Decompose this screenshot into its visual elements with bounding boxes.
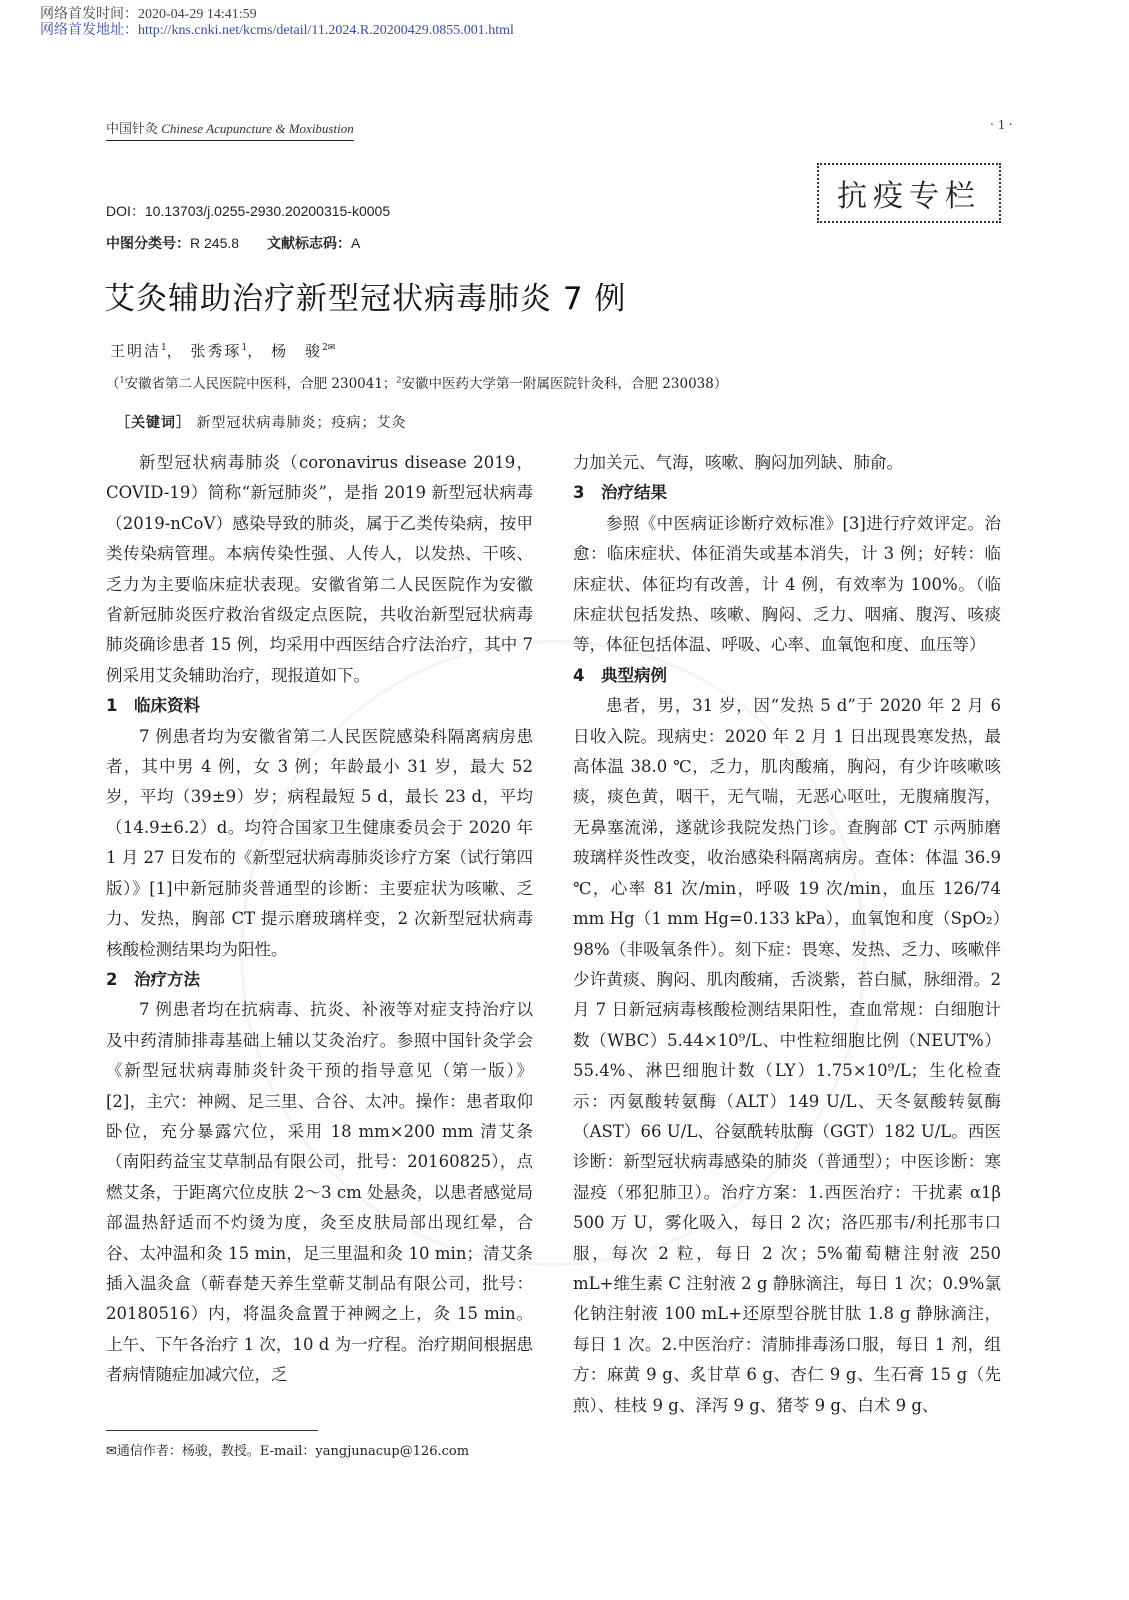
section-4-body: 患者，男，31 岁，因“发热 5 d”于 2020 年 2 月 6 日收入院。现病史：2020 年 2 月 1 日出现畏寒发热，最高体温 38.0 ℃，乏力，肌肉酸痛，胸闷，有少许咳嗽咳痰，痰色黄，咽干，无气喘，无恶心呕吐，无腹痛腹泻，无鼻塞流涕，遂就诊我院发热门诊。查胸部 CT 示两肺磨玻璃样炎性改变，收治感染科隔离病房。查体：体温 36.9 ℃，心率 81 次/min，呼吸 19 次/min，血压 126/74 mm Hg（1 mm Hg=0.133 kPa），血氧饱和度（SpO₂）98%（非吸氧条件）。刻下症：畏寒、发热、乏力、咳嗽伴少许黄痰、胸闷、肌肉酸痛，舌淡紫，苔白腻，脉细滑。2 月 7 日新冠病毒核酸检测结果阳性，查血常规：白细胞计数（WBC）5.44×10⁹/L、中性粒细胞比例（NEUT%）55.4%、淋巴细胞计数（LY）1.75×10⁹/L；生化检查示：丙氨酸转氨酶（ALT）149 U/L、天冬氨酸转氨酶（AST）66 U/L、谷氨酰转肽酶（GGT）182 U/L。西医诊断：新型冠状病毒感染的肺炎（普通型）；中医诊断：寒湿疫（邪犯肺卫）。治疗方案：1.西医治疗：干扰素 α1β 500 万 U，雾化吸入，每日 2 次；洛匹那韦/利托那韦口服，每次 2 粒，每日 2 次；5%葡萄糖注射液 250 mL+维生素 C 注射液 2 g 静脉滴注，每日 1 次；0.9%氯化钠注射液 100 mL+还原型谷胱甘肽 1.8 g 静脉滴注，每日 1 次。2.中医治疗：清肺排毒汤口服，每日 1 剂，组方：麻黄 9 g、炙甘草 6 g、杏仁 9 g、生石膏 15 g（先煎）、桂枝 9 g、泽泻 9 g、猪苓 9 g、白术 9 g、: [573, 696, 1001, 1415]
affiliations: [106, 372, 727, 392]
section-heading-1: [106, 691, 533, 721]
article-title: 艾灸辅助治疗新型冠状病毒肺炎 7 例: [104, 281, 627, 317]
section-number: 1: [106, 696, 118, 716]
footnote-divider: [106, 1430, 318, 1431]
journal-name-en: Chinese Acupuncture & Moxibustion: [161, 121, 354, 136]
section-heading-4: [573, 661, 1001, 691]
section-number: 2: [106, 969, 118, 989]
author-affil-mark: 1: [241, 343, 248, 353]
left-column: [106, 448, 533, 1391]
column-badge: 抗疫专栏: [817, 163, 1001, 223]
section-title: 治疗结果: [601, 483, 667, 503]
online-publish-time: 网络首发时间：2020-04-29 14:41:59: [40, 7, 257, 22]
doi-line: DOI：10.13703/j.0255-2930.20200315-k0005: [106, 203, 391, 219]
affil-open: （: [106, 376, 120, 392]
section-heading-2: [106, 965, 533, 995]
section-heading-3: [573, 478, 1001, 508]
corresponding-author-footnote: ✉通信作者：杨骏，教授。E-mail：yangjunacup@126.com: [106, 1444, 470, 1459]
author-affil-mark: 1: [161, 343, 167, 353]
online-publish-url[interactable]: 网络首发地址：http://kns.cnki.net/kcms/detail/11.2024.R.20200429.0855.001.html: [40, 23, 514, 38]
section-3-body: 参照《中医病证诊断疗效标准》[3]进行疗效评定。治愈：临床症状、体征消失或基本消失，计 3 例；好转：临床症状、体征均有改善，计 4 例，有效率为 100%。（临床症状包括发热、咳嗽、胸闷、乏力、咽痛、腹泻、咳痰等，体征包括体温、呼吸、心率、血氧饱和度、血压等）: [573, 513, 1001, 655]
journal-name-cn: 中国针灸: [106, 121, 159, 136]
author-affil-mark: 2✉: [322, 343, 336, 353]
right-column: [573, 448, 1001, 1421]
section-2-body: 7 例患者均在抗病毒、抗炎、补液等对症支持治疗以及中药清肺排毒基础上辅以艾灸治疗。参照中国针灸学会《新型冠状病毒肺炎针灸干预的指导意见（第一版）》[2]，主穴：神阙、足三里、合谷、太冲。操作：患者取仰卧位，充分暴露穴位，采用 18 mm×200 mm 清艾条（南阳药益宝艾草制品有限公司，批号：20160825），点燃艾条，于距离穴位皮肤 2～3 cm 处悬灸，以患者感觉局部温热舒适而不灼烫为度，灸至皮肤局部出现红晕，合谷、太冲温和灸 15 min，足三里温和灸 10 min；清艾条插入温灸盒（蕲春楚天养生堂蕲艾制品有限公司，批号：20180516）内，将温灸盒置于神阙之上，灸 15 min。上午、下午各治疗 1 次，10 d 为一疗程。治疗期间根据患者病情随症加减穴位，乏: [106, 1000, 533, 1385]
doc-label: 文献标志码：: [267, 235, 352, 251]
section-title: 典型病例: [601, 665, 667, 685]
doc-value: A: [351, 235, 361, 251]
section-number: 3: [573, 483, 585, 503]
author-list: 王明洁$^1$， 张秀琢$^1$， 杨 骏$^{2✉}$: [110, 342, 336, 360]
keywords-text: 新型冠状病毒肺炎；疫病；艾灸: [196, 415, 407, 431]
continued-paragraph: 力加关元、气海，咳嗽、胸闷加列缺、肺俞。: [573, 453, 903, 472]
keywords-label: ［关键词］: [116, 415, 191, 431]
running-head: [106, 118, 354, 141]
section-1-body: 7 例患者均为安徽省第二人民医院感染科隔离病房患者，其中男 4 例，女 3 例；年龄最小 31 岁，最大 52 岁，平均（39±9）岁；病程最短 5 d，最长 23 d，平均（14.9±6.2）d。均符合国家卫生健康委员会于 2020 年 1 月 27 日发布的《新型冠状病毒肺炎诊疗方案（试行第四版）》[1]中新冠肺炎普通型的诊断：主要症状为咳嗽、乏力、发热，胸部 CT 提示磨玻璃样变，2 次新型冠状病毒核酸检测结果均为阳性。: [106, 726, 533, 959]
affil-text: 安徽省第二人民医院中医科，合肥 230041；: [124, 376, 397, 392]
affil-text: 安徽中医药大学第一附属医院针灸科，合肥 230038）: [401, 376, 728, 392]
author-name: 杨 骏: [271, 342, 323, 360]
author-name: 张秀琢: [190, 342, 242, 360]
keywords: [116, 412, 406, 432]
affil-mark: 2: [396, 375, 402, 385]
intro-paragraph: 新型冠状病毒肺炎（coronavirus disease 2019，COVID-19）简称“新冠肺炎”，是指 2019 新型冠状病毒（2019-nCoV）感染导致的肺炎，属于乙类传染病，按甲类传染病管理。本病传染性强、人传人，以发热、干咳、乏力为主要临床症状表现。安徽省第二人民医院作为安徽省新冠肺炎医疗救治省级定点医院，共收治新型冠状病毒肺炎确诊患者 15 例，均采用中西医结合疗法治疗，其中 7 例采用艾灸辅助治疗，现报道如下。: [106, 453, 533, 685]
page-number: · 1 ·: [989, 118, 1013, 133]
class-label: 中图分类号：: [106, 235, 190, 251]
section-title: 临床资料: [134, 696, 200, 716]
section-number: 4: [573, 665, 585, 685]
author-name: 王明洁: [110, 342, 162, 360]
affil-mark: 1: [119, 375, 125, 385]
class-value: R 245.8: [190, 235, 240, 251]
section-title: 治疗方法: [134, 969, 200, 989]
classification-line: [106, 233, 360, 253]
